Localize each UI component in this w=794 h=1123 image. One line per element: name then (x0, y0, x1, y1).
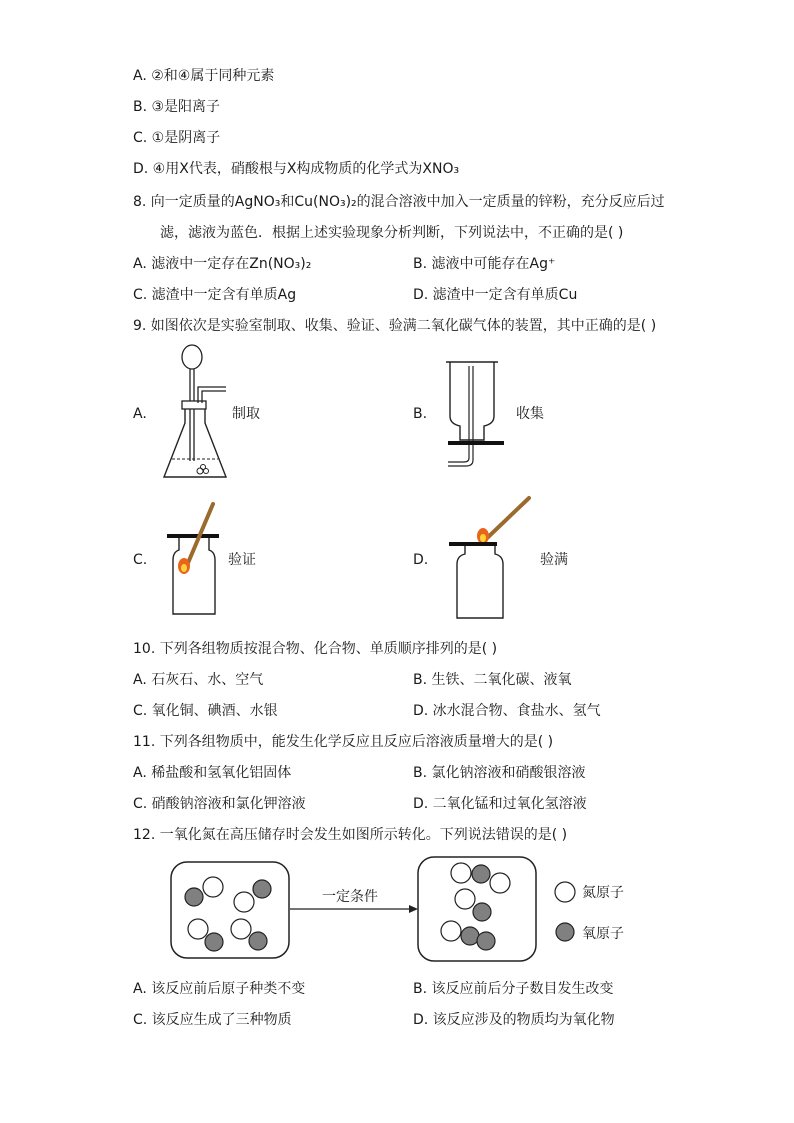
q12-stem: 12. 一氧化氮在高压储存时会发生如图所示转化。下列说法错误的是( ) (133, 827, 568, 843)
product-molecules (441, 863, 510, 950)
co2-verification-bottle (165, 500, 235, 620)
q8-option-a: A. 滤液中一定存在Zn(NO₃)₂ (133, 256, 312, 272)
q7-option-c: C. ①是阴离子 (133, 130, 221, 146)
q10-option-c: C. 氧化铜、碘酒、水银 (133, 703, 278, 719)
reactant-box (171, 862, 289, 958)
q9-a-letter: A. (133, 406, 147, 422)
q9-a-label: 制取 (232, 406, 260, 422)
q7-option-b: B. ③是阳离子 (133, 99, 221, 115)
q7-option-a: A. ②和④属于同种元素 (133, 68, 275, 84)
q11-option-a: A. 稀盐酸和氢氧化铝固体 (133, 765, 292, 781)
q8-stem-line1: 8. 向一定质量的AgNO₃和Cu(NO₃)₂的混合溶液中加入一定质量的锌粉，充分反应后过 (133, 194, 665, 210)
q11-option-d: D. 二氧化锰和过氧化氢溶液 (413, 796, 587, 812)
legend-oxygen-label: 氧原子 (582, 926, 624, 942)
co2-fullness-check-bottle (445, 494, 535, 624)
q8-option-b: B. 滤液中可能存在Ag⁺ (413, 256, 556, 272)
q12-option-a: A. 该反应前后原子种类不变 (133, 981, 306, 997)
q10-option-a: A. 石灰石、水、空气 (133, 672, 264, 688)
q11-stem: 11. 下列各组物质中，能发生化学反应且反应后溶液质量增大的是( ) (133, 734, 554, 750)
q8-stem-line2: 滤，滤液为蓝色．根据上述实验现象分析判断，下列说法中，不正确的是( ) (160, 225, 624, 241)
q10-option-b: B. 生铁、二氧化碳、液氧 (413, 672, 572, 688)
q12-option-c: C. 该反应生成了三种物质 (133, 1012, 292, 1028)
nitrogen-atom-legend-icon (555, 882, 575, 902)
q10-stem: 10. 下列各组物质按混合物、化合物、单质顺序排列的是( ) (133, 641, 498, 657)
q12-option-d: D. 该反应涉及的物质均为氧化物 (413, 1012, 615, 1028)
q9-d-letter: D. (413, 552, 429, 568)
q9-c-letter: C. (133, 552, 148, 568)
co2-collection-bottle (440, 360, 510, 470)
q12-option-b: B. 该反应前后分子数目发生改变 (413, 981, 614, 997)
q9-stem: 9. 如图依次是实验室制取、收集、验证、验满二氧化碳气体的装置，其中正确的是( ) (133, 318, 657, 334)
q9-c-label: 验证 (228, 552, 256, 568)
q9-b-label: 收集 (516, 406, 544, 422)
q8-option-d: D. 滤渣中一定含有单质Cu (413, 287, 578, 303)
q11-option-b: B. 氯化钠溶液和硝酸银溶液 (413, 765, 586, 781)
reaction-diagram (168, 855, 588, 965)
q7-option-d: D. ④用X代表，硝酸根与X构成物质的化学式为XNO₃ (133, 161, 460, 177)
q9-d-label: 验满 (540, 552, 568, 568)
reactant-molecules (185, 877, 271, 951)
oxygen-atom-legend-icon (556, 923, 574, 941)
q11-option-c: C. 硝酸钠溶液和氯化钾溶液 (133, 796, 306, 812)
q10-option-d: D. 冰水混合物、食盐水、氢气 (413, 703, 601, 719)
arrow-condition-label: 一定条件 (322, 889, 378, 905)
q9-b-letter: B. (413, 406, 428, 422)
q8-option-c: C. 滤渣中一定含有单质Ag (133, 287, 297, 303)
co2-generation-apparatus (160, 343, 235, 483)
legend-nitrogen-label: 氮原子 (582, 885, 624, 901)
